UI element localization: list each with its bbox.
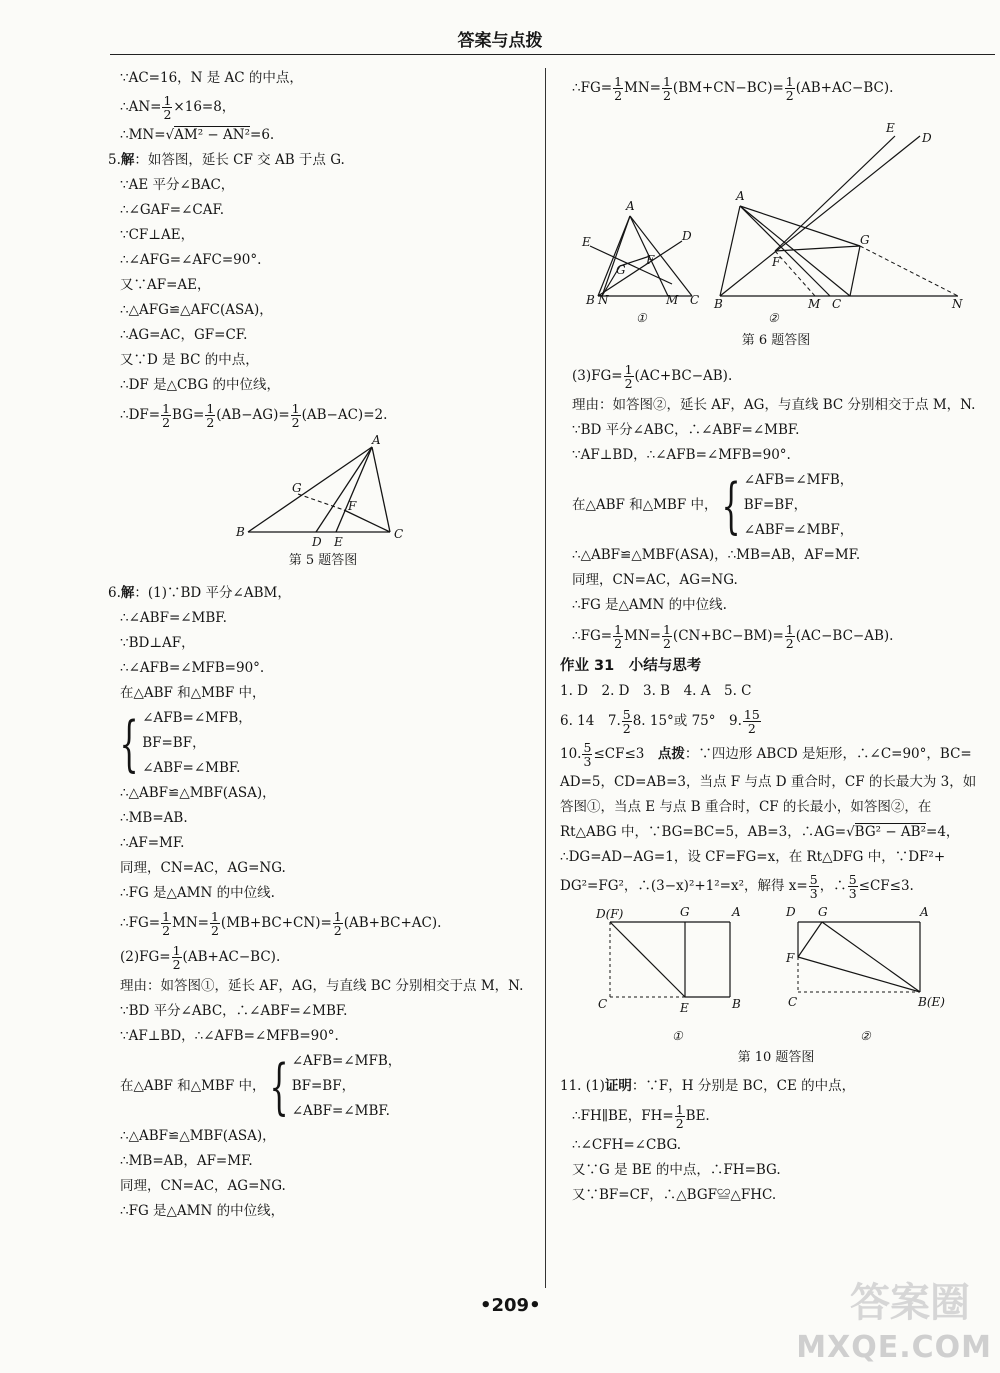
text: ≤CF≤3: [593, 746, 658, 762]
text-line: [560, 618, 992, 654]
svg-text:G: G: [860, 233, 870, 247]
text-line: ∠ABF=∠MBF，: [743, 522, 854, 538]
text: (CN+BC−BM)=: [672, 628, 784, 644]
text-line: 理由：如答图②，延长 AF，AG，与直线 BC 分别相交于点 M，N.: [572, 397, 976, 413]
text-line: ∠AFB=∠MFB，: [743, 472, 854, 488]
text-line: 在△ABF 和△MBF 中，: [120, 685, 266, 701]
numerator: 5: [622, 707, 631, 722]
numerator: 5: [809, 872, 818, 887]
figure-5-caption: 第 5 题答图: [288, 553, 358, 568]
svg-text:D(F): D(F): [596, 907, 624, 921]
text-line: 1. D 2. D 3. B 4. A 5. C: [560, 683, 752, 699]
text-line: [560, 820, 992, 845]
text-line: [560, 70, 992, 106]
point-label: C: [394, 527, 404, 541]
numerator: 1: [624, 362, 633, 377]
text-line: ∴∠CFH=∠CBG.: [572, 1137, 682, 1153]
point-label: G: [292, 481, 302, 495]
denominator: 2: [614, 636, 623, 651]
text-line: 又∵AF=AE，: [120, 277, 211, 293]
numerator: 5: [848, 872, 857, 887]
text: (AC+BC−AB).: [634, 368, 733, 384]
numerator: 1: [614, 74, 623, 89]
text: 证明: [604, 1078, 632, 1094]
text-line: ∠AFB=∠MFB，: [291, 1053, 402, 1069]
system-lines: [292, 1049, 402, 1124]
numerator: 1: [785, 622, 794, 637]
text-line: ∴∠ABF=∠MBF.: [120, 610, 227, 626]
fraction: [785, 623, 795, 650]
fraction: [582, 741, 592, 768]
svg-text:A: A: [732, 905, 741, 919]
denominator: 2: [785, 636, 794, 651]
svg-text:C: C: [832, 297, 842, 311]
text-line: ∵AE 平分∠BAC，: [120, 177, 235, 193]
text: (AB+BC+AC).: [343, 915, 442, 931]
text: ∴MN=: [120, 127, 166, 143]
text-line: ∴∠GAF=∠CAF.: [120, 202, 225, 218]
text: =4，: [926, 824, 960, 840]
sqrt-symbol: √: [846, 824, 855, 840]
denominator: 2: [210, 923, 219, 938]
text: (AB−AC)=2.: [301, 407, 388, 423]
text: MN=: [624, 80, 661, 96]
fraction: [662, 623, 672, 650]
text-line: [108, 123, 538, 148]
figure-6-label-2: ②: [768, 311, 779, 325]
denominator: 2: [172, 957, 181, 972]
point-label: B: [236, 525, 245, 539]
figure-6: [560, 106, 992, 326]
denominator: 2: [162, 415, 171, 430]
fraction: [210, 910, 220, 937]
fraction: [622, 708, 632, 735]
numerator: 1: [662, 622, 671, 637]
text: ≤CF≤3.: [858, 878, 914, 894]
text-line: ∴AF=MF.: [120, 835, 185, 851]
brace: {: [269, 1051, 289, 1122]
numerator: 1: [785, 74, 794, 89]
left-column: [108, 66, 538, 1224]
denominator: 2: [614, 88, 623, 103]
figure-10: [560, 902, 992, 1047]
svg-text:N: N: [598, 293, 609, 307]
svg-text:E: E: [680, 1001, 689, 1015]
text: 5.: [108, 152, 121, 168]
text-line: ∵AC=16，N 是 AC 的中点，: [120, 70, 303, 86]
text: ∴FG=: [572, 628, 613, 644]
svg-text:B(E): B(E): [918, 995, 945, 1009]
svg-text:E: E: [582, 235, 591, 249]
text-line: ∵BD 平分∠ABC，∴∠ABF=∠MBF.: [120, 1003, 348, 1019]
text-line: ∵AF⊥BD，∴∠AFB=∠MFB=90°.: [572, 447, 791, 463]
svg-text:N: N: [952, 297, 963, 311]
svg-text:B: B: [732, 997, 741, 1011]
text-line: ∴MB=AB.: [120, 810, 188, 826]
svg-text:A: A: [736, 189, 745, 203]
figure-6-label-1: ①: [636, 311, 647, 325]
numerator: 5: [583, 740, 592, 755]
svg-text:G: G: [680, 905, 690, 919]
fraction: [161, 402, 171, 429]
text-line: [108, 940, 538, 974]
text-line: [560, 704, 992, 738]
text-line: ∴△ABF≌△MBF(ASA)，: [120, 785, 276, 801]
denominator: 2: [624, 376, 633, 391]
text: ∴DF=: [120, 407, 161, 423]
denominator: 2: [163, 107, 172, 122]
svg-text:D: D: [682, 229, 692, 243]
text-line: [560, 1099, 992, 1133]
text: 11. (1): [560, 1078, 605, 1094]
numerator: 1: [291, 401, 300, 416]
figure-10-label-2: ②: [860, 1029, 871, 1043]
right-column: [560, 70, 992, 1208]
svg-text:F: F: [786, 951, 795, 965]
text: (2)FG=: [120, 949, 171, 965]
fraction: [743, 708, 761, 735]
text: 在△ABF 和△MBF 中，: [120, 1078, 266, 1094]
text: ，∴: [819, 878, 847, 894]
denominator: 2: [785, 88, 794, 103]
fraction: [291, 402, 301, 429]
svg-text:A: A: [920, 905, 929, 919]
fraction: [785, 75, 795, 102]
svg-text:D: D: [786, 905, 796, 919]
fraction: [333, 910, 343, 937]
text: DG²=FG²，∴(3−x)²+1²=x²，解得 x=: [560, 878, 808, 894]
point-label: D: [312, 535, 322, 549]
denominator: 2: [206, 415, 215, 430]
svg-text:G: G: [616, 263, 626, 277]
numerator: 1: [172, 943, 181, 958]
numerator: 15: [743, 707, 760, 722]
text: (AB−AG)=: [216, 407, 290, 423]
text: (BM+CN−BC)=: [672, 80, 784, 96]
text: (AB+AC−BC).: [182, 949, 281, 965]
text-line: [560, 870, 992, 902]
section-heading: 作业 31 小结与思考: [560, 658, 702, 674]
page-number: •209•: [480, 1295, 541, 1316]
text: 6. 14 7.: [560, 713, 621, 729]
text: BE.: [685, 1108, 710, 1124]
figure-10-caption: 第 10 题答图: [737, 1050, 815, 1065]
fraction: [162, 94, 172, 121]
svg-text:C: C: [690, 293, 700, 307]
text: (MB+BC+CN)=: [220, 915, 332, 931]
figure-10-2: [798, 922, 920, 992]
text-line: [108, 398, 538, 432]
text: 8. 15°或 75° 9.: [632, 713, 742, 729]
text: 10.: [560, 746, 582, 762]
text: 解: [120, 152, 135, 168]
text-line: ∵BD⊥AF，: [120, 635, 195, 651]
svg-text:F: F: [646, 253, 655, 267]
figure-6-1: [590, 216, 692, 296]
text-line: ∴MB=AB，AF=MF.: [120, 1153, 253, 1169]
fraction: [161, 910, 171, 937]
text-line: [108, 91, 538, 123]
svg-text:E: E: [886, 121, 895, 135]
text-line: 又∵BF=CF，∴△BGF≌△FHC.: [572, 1187, 777, 1203]
text-line: 同理，CN=AC，AG=NG.: [120, 860, 286, 876]
text-line: ∴∠AFB=∠MFB=90°.: [120, 660, 265, 676]
numerator: 1: [662, 74, 671, 89]
text-line: ∴△ABF≌△MBF(ASA)，: [120, 1128, 276, 1144]
text: ：(1)∵BD 平分∠ABM，: [134, 585, 291, 601]
header-rule: [110, 54, 995, 55]
figure-10-1: [610, 922, 730, 997]
denominator: 2: [675, 1116, 684, 1131]
numerator: 1: [206, 401, 215, 416]
text: (AB+AC−BC).: [795, 80, 894, 96]
fraction: [624, 363, 634, 390]
denominator: 2: [622, 721, 631, 736]
text: 6.: [108, 585, 121, 601]
text-line: AD=5，CD=AB=3，当点 F 与点 D 重合时，CF 的长最大为 3，如: [560, 774, 977, 790]
text-line: ∴FG 是△AMN 的中位线.: [120, 885, 275, 901]
text: 点拨: [657, 746, 685, 762]
svg-text:C: C: [598, 997, 608, 1011]
numerator: 1: [163, 93, 172, 108]
equation-system: [108, 1049, 538, 1124]
svg-text:M: M: [808, 297, 821, 311]
denominator: 3: [583, 754, 592, 769]
text-line: 又∵G 是 BE 的中点，∴FH=BG.: [572, 1162, 781, 1178]
text: 解: [120, 585, 135, 601]
column-divider: [545, 68, 546, 1288]
text-line: ∴DF 是△CBG 的中位线，: [120, 377, 281, 393]
svg-text:C: C: [788, 995, 798, 1009]
numerator: 1: [675, 1102, 684, 1117]
text-line: 同理，CN=AC，AG=NG.: [572, 572, 738, 588]
text-line: ∵BD 平分∠ABC，∴∠ABF=∠MBF.: [572, 422, 800, 438]
text: ∴FG=: [572, 80, 613, 96]
text-line: ∴∠AFG=∠AFC=90°.: [120, 252, 262, 268]
denominator: 2: [747, 721, 756, 736]
fraction: [205, 402, 215, 429]
text-line: ∴DG=AD−AG=1，设 CF=FG=x，在 Rt△DFG 中，∵DF²+: [560, 849, 946, 865]
equation-system: [108, 706, 538, 781]
text-line: ∵AF⊥BD，∴∠AFB=∠MFB=90°.: [120, 1028, 339, 1044]
watermark-site: MXQE.COM: [796, 1330, 992, 1365]
text: Rt△ABG 中，∵BG=BC=5，AB=3，∴AG=: [560, 824, 847, 840]
header-title: 答案与点拨: [457, 31, 543, 51]
problem-5-heading: [108, 148, 538, 173]
text: MN=: [624, 628, 661, 644]
numerator: 1: [162, 909, 171, 924]
text-line: 又∵D 是 BC 的中点，: [120, 352, 259, 368]
figure-6-caption: 第 6 题答图: [741, 333, 811, 348]
denominator: 2: [291, 415, 300, 430]
numerator: 1: [333, 909, 342, 924]
fraction: [675, 1103, 685, 1130]
text: ：∵四边形 ABCD 是矩形，∴∠C=90°，BC=: [684, 746, 972, 762]
system-lines: [142, 706, 252, 781]
point-label: E: [334, 535, 343, 549]
watermark-logo: 答案圈: [850, 1279, 970, 1326]
figure-5: [108, 432, 538, 552]
text: (AC−BC−AB).: [795, 628, 894, 644]
text-line: BF=BF，: [291, 1078, 356, 1094]
text-line: ∠ABF=∠MBF.: [291, 1103, 390, 1119]
text: MN=: [172, 915, 209, 931]
figure-6-2: [720, 136, 958, 296]
denominator: 3: [809, 886, 818, 901]
denominator: 2: [662, 636, 671, 651]
brace: {: [721, 470, 741, 541]
svg-text:B: B: [714, 297, 723, 311]
brace: {: [119, 708, 139, 779]
text-line: ∴FG 是△AMN 的中位线.: [572, 597, 727, 613]
text-line: [560, 359, 992, 393]
fraction: [613, 75, 623, 102]
equation-system: [560, 468, 992, 543]
denominator: 2: [162, 923, 171, 938]
text: ∴AN=: [120, 99, 162, 115]
sqrt-symbol: √: [165, 127, 175, 143]
svg-text:A: A: [626, 199, 635, 213]
text-line: ∵CF⊥AE，: [120, 227, 195, 243]
text: =6.: [250, 127, 275, 143]
text-line: BF=BF，: [743, 497, 808, 513]
text-line: ∴AG=AC，GF=CF.: [120, 327, 248, 343]
text-line: ∴FG 是△AMN 的中位线，: [120, 1203, 285, 1219]
text: 在△ABF 和△MBF 中，: [572, 497, 718, 513]
radicand: AM² − AN²: [174, 127, 251, 143]
fraction: [172, 944, 182, 971]
text: (3)FG=: [572, 368, 623, 384]
text-line: 同理，CN=AC，AG=NG.: [120, 1178, 286, 1194]
fraction: [848, 873, 858, 900]
text: ：∵F，H 分别是 BC，CE 的中点，: [631, 1078, 856, 1094]
svg-text:F: F: [772, 255, 781, 269]
denominator: 2: [662, 88, 671, 103]
text-line: ∴△AFG≌△AFC(ASA)，: [120, 302, 273, 318]
page-header: [0, 26, 1000, 51]
numerator: 1: [210, 909, 219, 924]
text-line: 理由：如答图①，延长 AF，AG，与直线 BC 分别相交于点 M，N.: [120, 978, 524, 994]
fraction: [662, 75, 672, 102]
text: ×16=8，: [173, 99, 236, 115]
svg-text:G: G: [818, 905, 828, 919]
svg-text:M: M: [666, 293, 679, 307]
numerator: 1: [162, 401, 171, 416]
svg-text:D: D: [922, 131, 932, 145]
svg-text:B: B: [586, 293, 595, 307]
text: ：如答图，延长 CF 交 AB 于点 G.: [134, 152, 345, 168]
denominator: 3: [848, 886, 857, 901]
point-label: A: [372, 433, 381, 447]
numerator: 1: [614, 622, 623, 637]
problem-6-heading: [108, 581, 538, 606]
text-line: ∴△ABF≌△MBF(ASA)，∴MB=AB，AF=MF.: [572, 547, 861, 563]
text: ∴FG=: [120, 915, 161, 931]
figure-10-label-1: ①: [672, 1029, 683, 1043]
system-lines: [744, 468, 854, 543]
text-line: [108, 906, 538, 940]
text-line: BF=BF，: [142, 735, 206, 751]
denominator: 2: [333, 923, 342, 938]
problem-11-heading: [560, 1074, 992, 1099]
fraction: [809, 873, 819, 900]
point-label: F: [348, 499, 357, 513]
fraction: [613, 623, 623, 650]
text-line: [560, 738, 992, 770]
text-line: ∠AFB=∠MFB，: [142, 710, 252, 726]
radicand: BG² − AB²: [854, 824, 927, 840]
text: BG=: [172, 407, 205, 423]
text-line: ∠ABF=∠MBF.: [142, 760, 241, 776]
text-line: 答图①，当点 E 与点 B 重合时，CF 的长最小，如答图②，在: [560, 799, 932, 815]
text: ∴FH∥BE，FH=: [572, 1108, 674, 1124]
